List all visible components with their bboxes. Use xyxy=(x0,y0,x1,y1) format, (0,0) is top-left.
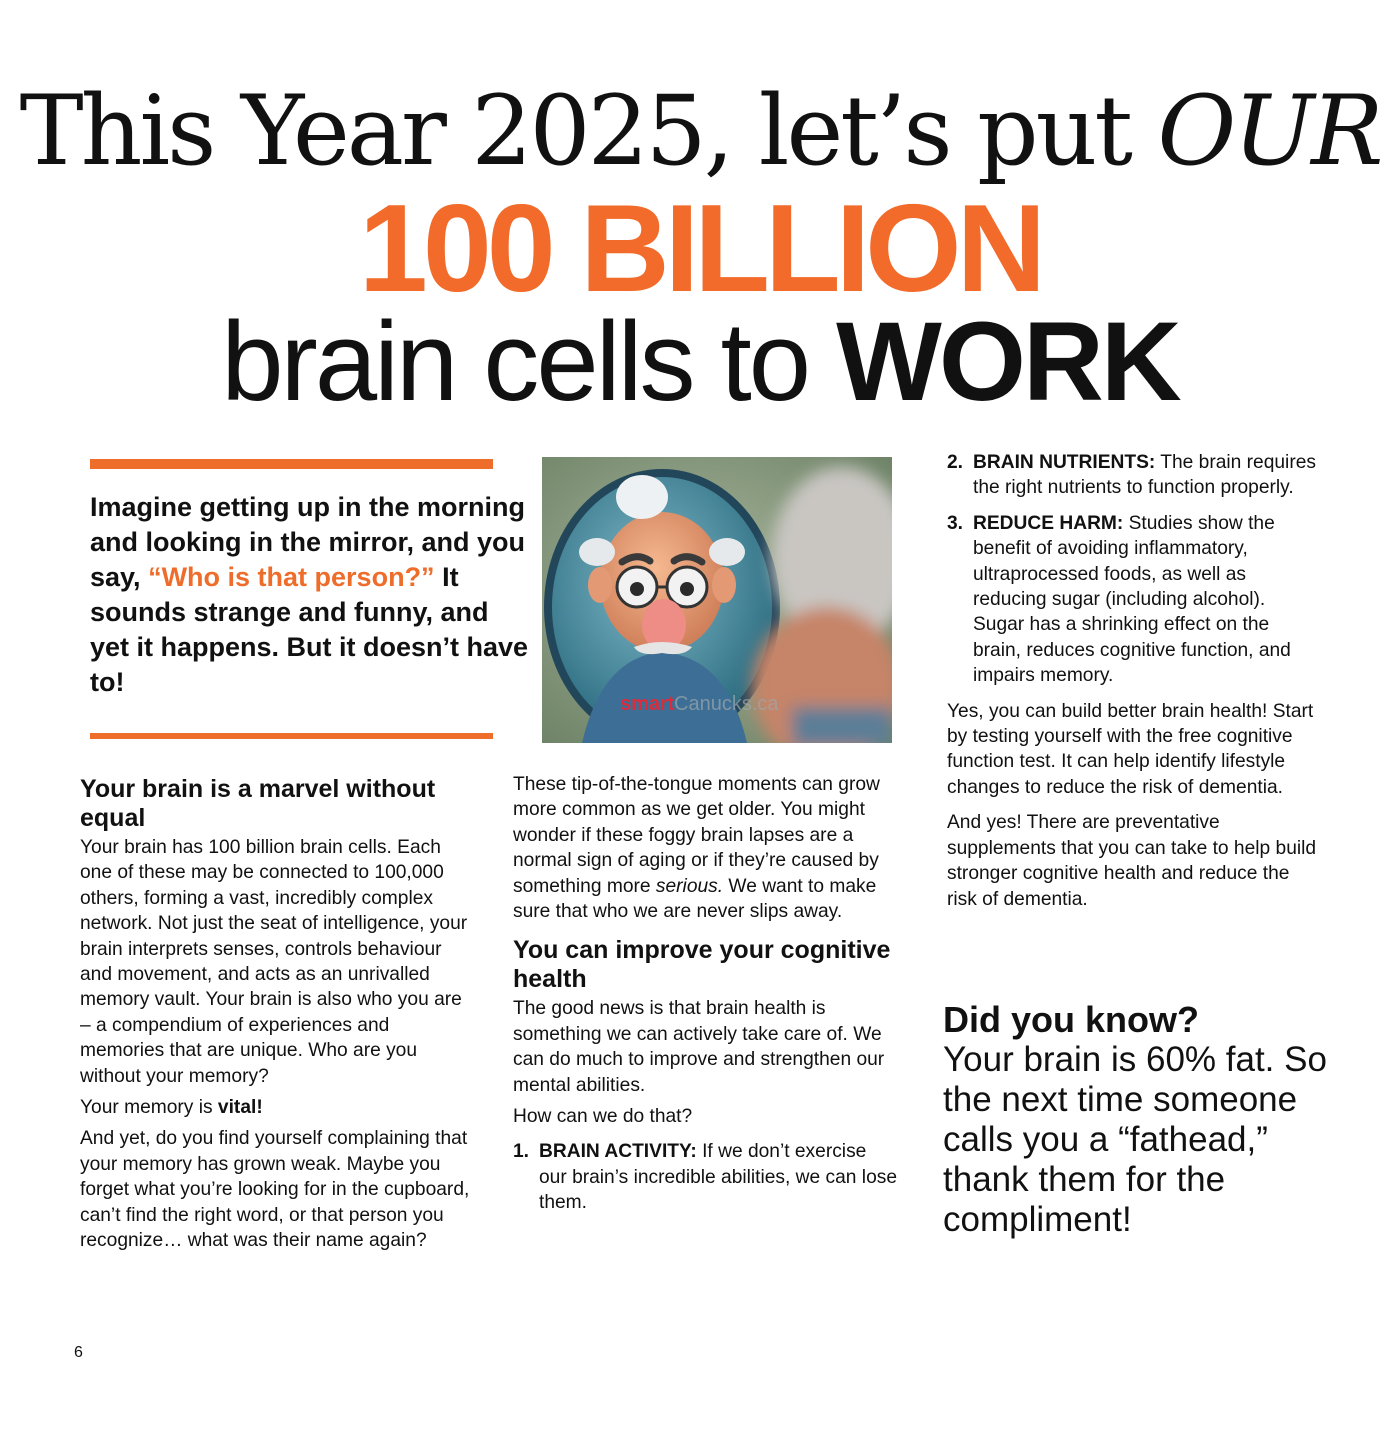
column-1-paragraph-1: Your brain has 100 billion brain cells. Each one of these may be connected to 100,000 others, forming a vast, incredibly complex network. Not just the seat of intelligence, your brain interprets senses, controls behaviour and movement, and acts as an unrivalled memory vault. Your brain is also who you are – a compendium of experiences and memories that are unique. Who are you without your memory? xyxy=(80,837,468,1087)
list-item-reduce-harm xyxy=(947,511,1317,689)
headline-line-1-emphasis: OUR xyxy=(1157,75,1381,187)
list-item-number: 2. xyxy=(947,452,964,473)
column-1 xyxy=(80,775,470,1260)
column-2-paragraph-2: The good news is that brain health is something we can actively take care of. We can do much to improve and strengthen our mental abilities. xyxy=(513,998,885,1096)
list-item-lead: BRAIN NUTRIENTS: xyxy=(973,452,1156,473)
headline-line-3-text: brain cells to xyxy=(221,299,837,424)
did-you-know-callout xyxy=(943,1000,1343,1240)
column-1-paragraph-2-text: Your memory is xyxy=(80,1097,218,1119)
mirror-illustration xyxy=(542,457,892,743)
column-1-paragraph-2 xyxy=(80,1095,470,1120)
column-2-paragraph-1-italic: serious. xyxy=(655,875,724,897)
column-2-paragraph-1-a: These tip-of-the-tongue moments can grow more common as we get older. You might wonder if these foggy brain lapses are a normal sign of aging or if they’re caused by something more xyxy=(513,774,880,897)
headline-line-1 xyxy=(0,72,1400,190)
column-2-paragraph-1-b: We want to make sure that who we are never slips away. xyxy=(513,875,877,923)
column-2-heading: You can improve your cognitive health xyxy=(513,936,891,994)
numbered-list-part-1 xyxy=(513,1139,898,1215)
list-item-brain-nutrients xyxy=(947,450,1317,501)
pull-quote xyxy=(90,490,530,700)
column-3-paragraph-2: And yes! There are preventative supplements that you can take to help build stronger cognitive health and reduce the risk of dementia. xyxy=(947,812,1317,910)
list-item-brain-activity xyxy=(513,1139,898,1215)
list-item-lead: REDUCE HARM: xyxy=(973,512,1124,534)
column-2-paragraph-3: How can we do that? xyxy=(513,1106,693,1128)
headline-line-3 xyxy=(0,300,1400,424)
headline-line-3-emphasis: WORK xyxy=(836,299,1179,424)
pull-quote-part-1: Imagine getting up in the morning and looking in the mirror, and you say, xyxy=(90,492,526,592)
page-number: 6 xyxy=(74,1344,83,1361)
list-item-lead: BRAIN ACTIVITY: xyxy=(539,1141,697,1163)
headline-line-2: 100 BILLION xyxy=(358,180,1042,318)
list-item-text: If we don’t exercise our brain’s incredible abilities, we can lose them. xyxy=(539,1141,898,1214)
pull-quote-part-2: It sounds strange and funny, and yet it happens. But it doesn’t have to! xyxy=(90,562,529,697)
pull-quote-top-rule xyxy=(90,459,493,469)
old-man-mirror-image xyxy=(542,457,892,743)
list-item-number: 3. xyxy=(947,512,964,534)
column-1-paragraph-2-bold: vital! xyxy=(217,1097,263,1119)
numbered-list-part-2 xyxy=(947,450,1317,689)
watermark-canucks: Canucks.ca xyxy=(674,693,779,715)
list-item-number: 1. xyxy=(513,1141,530,1163)
pull-quote-highlight: “Who is that person?” xyxy=(148,562,435,592)
did-you-know-title: Did you know? xyxy=(943,999,1199,1040)
column-2-paragraph-1 xyxy=(513,772,898,924)
column-1-paragraph-3: And yet, do you find yourself complaining that your memory has grown weak. Maybe you forget what you’re looking for in the cupboard, can’t find the right word, or that person you recognize… what was their name again? xyxy=(80,1128,470,1252)
list-item-text: Studies show the benefit of avoiding inflammatory, ultraprocessed foods, as well as reducing sugar (including alcohol). Sugar has a shrinking effect on the brain, reduces cognitive function, and impairs memory. xyxy=(973,512,1291,687)
headline-line-1-text: This Year 2025, let’s put xyxy=(19,75,1158,187)
column-3 xyxy=(947,450,1317,918)
column-2 xyxy=(513,772,898,1226)
did-you-know-body: Your brain is 60% fat. So the next time someone calls you a “fathead,” thank them for the compliment! xyxy=(943,1040,1327,1239)
watermark-smart: smart xyxy=(620,693,675,715)
pull-quote-bottom-rule xyxy=(90,733,493,739)
column-1-heading: Your brain is a marvel without equal xyxy=(80,775,436,832)
column-3-paragraph-1: Yes, you can build better brain health! Start by testing yourself with the free cognitive function test. It can help identify lifestyle changes to reduce the risk of dementia. xyxy=(947,700,1314,798)
list-item-text: The brain requires the right nutrients to function properly. xyxy=(973,452,1316,499)
